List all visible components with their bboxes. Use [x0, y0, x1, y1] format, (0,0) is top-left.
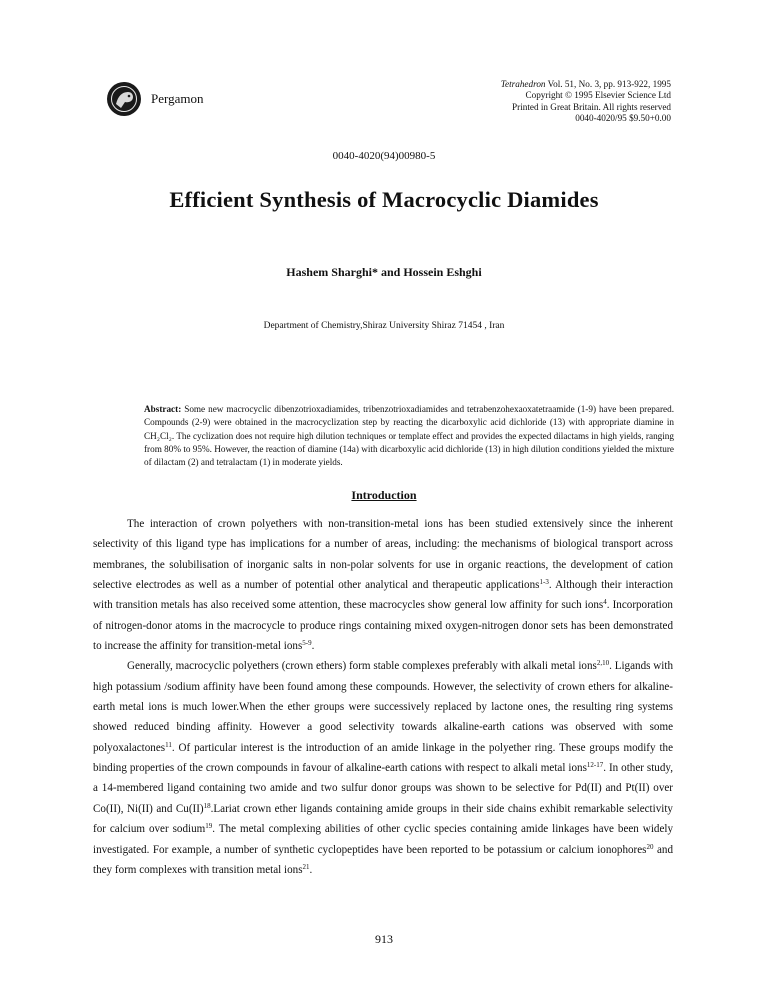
pergamon-logo-icon — [107, 82, 141, 116]
citation-ref: 20 — [646, 842, 654, 851]
paragraph-text: . Ligands with high potassium /sodium affinity have been found among these compounds. However, the selectivity of crown ethers for alkaline-earth metal ions is much lower.When the ether groups were successively replaced by lactone ones, the resulting ring systems showed reduced binding affinity. However a good selectivity towards alkaline-earth cations was observed with some polyoxalactones — [93, 660, 673, 754]
paragraph-text: Generally, macrocyclic polyethers (crown ethers) form stable complexes preferably with alkali metal ions — [127, 660, 597, 673]
printed-in: Printed in Great Britain. All rights reserved — [512, 101, 671, 112]
copyright: Copyright © 1995 Elsevier Science Ltd — [525, 90, 671, 101]
paragraph-text: . In other study, a 14-membered ligand containing two amide and two sulfur donor groups was shown to be selective for Pd(II) and Pt(II) over Co(II), Ni(II) and Cu(II) — [93, 762, 673, 815]
citation-ref: 11 — [165, 740, 172, 749]
citation-ref: 5-9 — [302, 639, 312, 648]
citation-ref: 2,10 — [596, 659, 610, 668]
journal-citation — [501, 79, 671, 90]
issn-price: 0040-4020/95 $9.50+0.00 — [575, 113, 671, 124]
journal-name: Tetrahedron — [500, 79, 546, 89]
citation-ref: 18 — [203, 801, 211, 810]
citation-ref: 1-3 — [539, 578, 549, 587]
citation-ref: 19 — [205, 822, 213, 831]
citation-ref: 4 — [603, 598, 607, 607]
authors: Hashem Sharghi* and Hossein Eshghi — [286, 265, 482, 279]
paragraph-text: . Of particular interest is the introduction of an amide linkage in the polyether ring. These groups modify the binding properties of the crown compounds in favour of alkaline-earth cations with respect to alkali metal ions — [93, 741, 673, 775]
introduction-body — [93, 514, 673, 880]
citation-ref: 12-17 — [586, 761, 604, 770]
abstract-text: Some new macrocyclic dibenzotrioxadiamides, tribenzotrioxadiamides and tetrabenzohexaoxatetraamide (1-9) have been prepared. Compounds (2-9) were obtained in the macrocyclization step by reacting the dicarboxylic acid dichloride (13) with appropriate diamine in CH₂Cl₂. The cyclization does not require high dilution techniques or template effect and provides the expected dilactams in high yields, ranging from 80% to 95%. However, the reaction of diamine (14a) with dicarboxylic acid dichloride (13) in high dilution conditions yielded the mixture of dilactam (2) and tetralactam (1) in moderate yields. — [144, 404, 674, 468]
section-heading-introduction: Introduction — [351, 488, 417, 502]
paragraph-text: The interaction of crown polyethers with non-transition-metal ions has been studied extensively since the inherent selectivity of this ligand type has implications for a number of areas, including: the mechanisms of biological transport across membranes, the solubilisation of inorganic salts in non-polar solvents for use in organic reactions, the development of cation selective electrodes as well as a number of potential other analytical and therapeutic applications — [93, 518, 673, 592]
paper-title: Efficient Synthesis of Macrocyclic Diamides — [169, 187, 599, 212]
affiliation: Department of Chemistry,Shiraz University Shiraz 71454 , Iran — [263, 321, 505, 331]
paragraph-text: . Incorporation of nitrogen-donor atoms in the macrocycle to produce rings containing mixed oxygen-nitrogen donor sets has been demonstrated to increase the affinity for transition-metal ions — [93, 599, 673, 653]
page-number: 913 — [375, 932, 393, 946]
paragraph-text: and they form complexes with transition metal ions — [93, 843, 673, 876]
journal-volume: Vol. 51, No. 3, pp. 913-922, 1995 — [545, 79, 671, 89]
paragraph-text: . Although their interaction with transition metals has also received some attention, these macrocycles show general low affinity for such ions — [93, 579, 673, 612]
paragraph-text: . — [309, 863, 313, 876]
abstract — [144, 403, 674, 469]
paragraph-1 — [93, 514, 673, 656]
paragraph-text: . — [311, 640, 315, 653]
abstract-label: Abstract: — [144, 404, 182, 414]
paragraph-text: .Lariat crown ether ligands containing amide groups in their side chains exhibit remarkable selectivity for calcium over sodium — [93, 802, 673, 836]
publisher-name: Pergamon — [151, 91, 204, 106]
citation-ref: 21 — [302, 862, 310, 871]
journal-info — [501, 79, 671, 125]
paragraph-text: . The metal complexing abilities of other cyclic species containing amide linkages have been widely investigated. For example, a number of synthetic cyclopeptides have been reported to be potassium or calcium ionophores — [93, 823, 673, 856]
paragraph-2 — [93, 656, 673, 880]
doi-code: 0040-4020(94)00980-5 — [332, 150, 436, 162]
